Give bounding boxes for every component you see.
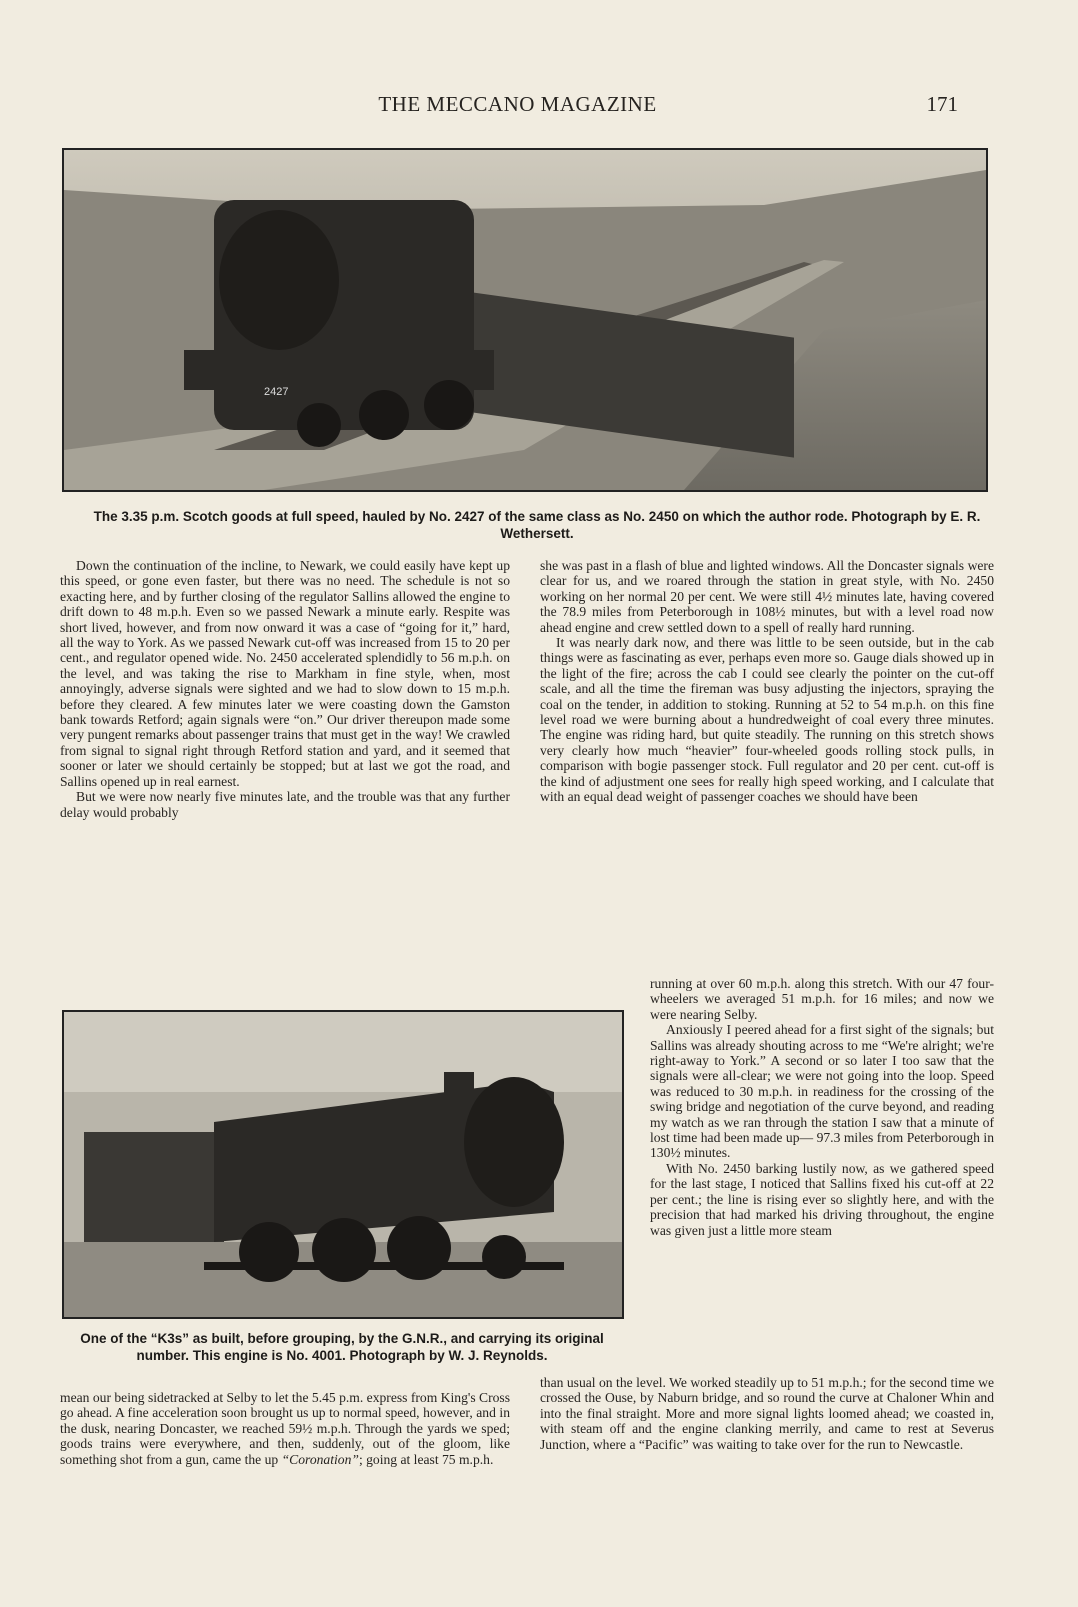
paragraph: Anxiously I peered ahead for a first sight of the signals; but Sallins was already shouting across to me “We're alright; we're right-away to York.” A second or so later I too saw that the signals were all-clear; we were not going into the loop. Speed was reduced to 30 m.p.h. in readiness for the crossing of the swing bridge and negotiation of the curve beyond, and reading my watch as we ran through the station I saw that a minute of lost time had been made up— 97.3 miles from Peterborough in 130½ minutes. — [650, 1022, 994, 1161]
magazine-title: THE MECCANO MAGAZINE — [378, 92, 657, 116]
photo-caption-2: One of the “K3s” as built, before grouping, by the G.N.R., and carrying its original number. This engine is No. 4001. Photograph by W. J. Reynolds. — [80, 1331, 604, 1363]
paragraph — [60, 1390, 510, 1467]
article-column-right-continued — [650, 976, 994, 1238]
paragraph-text: mean our being sidetracked at Selby to let the 5.45 p.m. express from King's Cross go ahead. A fine acceleration soon brought us up to normal speed, however, and in the dusk, nearing Doncaster, we reached 59½ m.p.h. Through the yards we sped; goods trains were everywhere, and then, suddenly, out of the gloom, like something shot from a gun, came the up — [60, 1390, 510, 1467]
article-column-right-bottom — [540, 1375, 994, 1452]
paragraph: With No. 2450 barking lustily now, as we gathered speed for the last stage, I noticed that Sallins fixed his cut-off at 22 per cent.; the line is rising ever so slightly here, and with the precision that had marked his driving throughout, the engine was given just a little more steam — [650, 1160, 994, 1238]
photo-k3-locomotive — [62, 1010, 624, 1319]
page-number: 171 — [926, 92, 958, 116]
paragraph: It was nearly dark now, and there was little to be seen outside, but in the cab things were as fascinating as ever, perhaps even more so. Gauge dials showed up in the light of the fire; across the cab I could see clearly the pointer on the cut-off scale, and all the time the fireman was busy adjusting the injectors, spraying the coal on the tender, in addition to stoking. Running at 52 to 54 m.p.h. on this fine level road we were burning about a hundredweight of coal every three minutes. The engine was riding hard, but quite steadily. The running on this stretch shows very clearly how much “heavier” four-wheeled goods rolling stock pulls, in comparison with bogie passenger stock. Full regulator and 20 per cent. cut-off is the kind of adjustment one sees for really high speed working, and I calculate that with an equal dead weight of passenger coaches we should have been — [540, 635, 994, 805]
photo-caption-1: The 3.35 p.m. Scotch goods at full speed, hauled by No. 2427 of the same class as No. 2450 on which the author rode. Photograph by E. R. Wethersett. — [93, 509, 981, 541]
article-column-left-bottom — [60, 1390, 510, 1467]
paragraph: Down the continuation of the incline, to Newark, we could easily have kept up this speed, or gone even faster, but there was no need. The schedule is not so exacting here, and by further closing of the regulator Sallins allowed the engine to drift down to 48 m.p.h. Even so we passed Newark a minute early. Respite was short lived, however, and from now onward it was a case of “going for it,” hard, all the way to York. As we passed Newark cut-off was increased from 15 to 20 per cent., and regulator opened wide. No. 2450 accelerated splendidly to 56 m.p.h. on the level, and was taking the rise to Markham in fine style, when, most annoyingly, adverse signals were sighted and we had to slow down to 15 m.p.h. before they cleared. A few minutes later we were coasting down the Gamston bank towards Retford; again signals were “on.” Our driver thereupon made some very pungent remarks about passenger trains that must get in the way! We crawled from signal to signal right through Retford station and yard, and it seemed that sooner or later we should certainly be stopped; but at last we got the road, and Sallins opened up in real earnest. — [60, 558, 510, 789]
paragraph-text-end: ; going at least 75 m.p.h. — [358, 1451, 494, 1467]
paragraph: But we were now nearly five minutes late, and the trouble was that any further delay would probably — [60, 789, 510, 820]
paragraph: she was past in a flash of blue and lighted windows. All the Doncaster signals were clear for us, and we roared through the station in great style, with No. 2450 working on her normal 20 per cent. We were still 4½ minutes late, having covered the 78.9 miles from Peterborough in 108½ minutes, but with a level road now ahead engine and crew settled down to a spell of really hard running. — [540, 558, 994, 635]
article-column-right — [540, 558, 994, 805]
paragraph: running at over 60 m.p.h. along this stretch. With our 47 four-wheelers we averaged 51 m.p.h. for 16 miles; and now we were nearing Selby. — [650, 976, 994, 1022]
engine-number-plate: 2427 — [264, 386, 289, 398]
photo-goods-train — [62, 148, 988, 492]
train-name: “Coronation” — [281, 1451, 359, 1467]
paragraph: than usual on the level. We worked steadily up to 51 m.p.h.; for the second time we crossed the Ouse, by Naburn bridge, and so round the curve at Chaloner Whin and into the final straight. More and more signal lights loomed ahead; we coasted in, with steam off and the engine clanking merrily, and came to rest at Severus Junction, where a “Pacific” was waiting to take over for the run to Newcastle. — [540, 1375, 994, 1452]
article-column-left — [60, 558, 510, 820]
